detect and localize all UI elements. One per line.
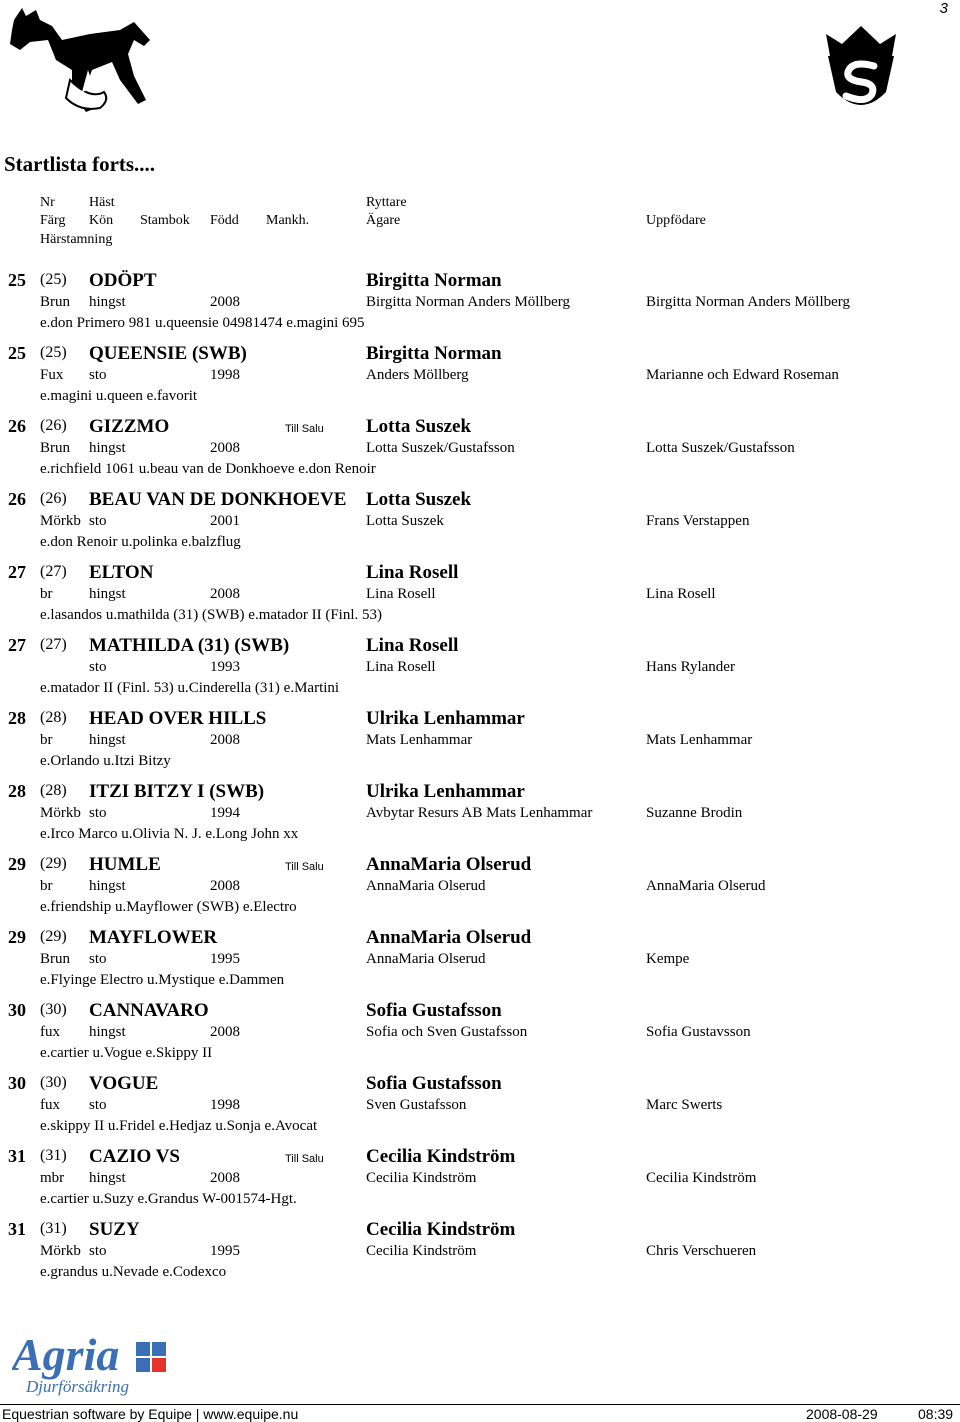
breeder: Mats Lenhammar [646, 732, 753, 748]
horse-color: Brun [40, 440, 70, 456]
owner: Lotta Suszek/Gustafsson [366, 440, 515, 456]
birth-year: 1994 [210, 805, 240, 821]
start-number: (28) [40, 782, 67, 799]
start-number: (26) [40, 490, 67, 507]
breeder: Birgitta Norman Anders Möllberg [646, 294, 851, 310]
horse-sex: sto [89, 1243, 107, 1259]
breeder: Sofia Gustavsson [646, 1024, 751, 1040]
entry-row [0, 1219, 960, 1292]
birth-year: 2008 [210, 586, 240, 602]
horse-logo [0, 0, 160, 125]
rider-name: Sofia Gustafsson [366, 1073, 502, 1094]
entry-number: 26 [8, 489, 26, 509]
header-farg: Färg [40, 213, 66, 228]
rider-name: Birgitta Norman [366, 270, 502, 291]
start-number: (27) [40, 563, 67, 580]
horse-name: CAZIO VS [89, 1146, 180, 1167]
header-mankh: Mankh. [266, 213, 310, 228]
entry-row [0, 781, 960, 854]
entry-number: 25 [8, 343, 26, 363]
agria-logo-text: Agria [12, 1329, 120, 1380]
horse-sex: sto [89, 367, 107, 383]
horse-sex: sto [89, 513, 107, 529]
start-number: (25) [40, 344, 67, 361]
birth-year: 1995 [210, 951, 240, 967]
entry-row [0, 562, 960, 635]
entry-number: 31 [8, 1146, 26, 1166]
entry-row [0, 708, 960, 781]
birth-year: 2008 [210, 1170, 240, 1186]
entry-number: 26 [8, 416, 26, 436]
horse-name: HEAD OVER HILLS [89, 708, 267, 729]
pedigree: e.lasandos u.mathilda (31) (SWB) e.matador II (Finl. 53) [40, 607, 382, 623]
horse-color: br [40, 878, 53, 894]
entry-number: 30 [8, 1000, 26, 1020]
pedigree: e.don Primero 981 u.queensie 04981474 e.magini 695 [40, 315, 365, 331]
entry-number: 27 [8, 562, 26, 582]
owner: AnnaMaria Olserud [366, 951, 486, 967]
rider-name: Cecilia Kindström [366, 1146, 516, 1167]
horse-name: ELTON [89, 562, 154, 583]
birth-year: 1998 [210, 367, 240, 383]
horse-color: fux [40, 1024, 60, 1040]
owner: Lina Rosell [366, 586, 436, 602]
owner: Mats Lenhammar [366, 732, 473, 748]
rider-name: Lotta Suszek [366, 489, 472, 510]
entry-number: 31 [8, 1219, 26, 1239]
pedigree: e.skippy II u.Fridel e.Hedjaz u.Sonja e.Avocat [40, 1118, 318, 1134]
start-number: (31) [40, 1220, 67, 1237]
for-sale-label: Till Salu [285, 861, 324, 873]
rider-name: Lina Rosell [366, 562, 459, 583]
entry-number: 28 [8, 781, 26, 801]
page-title: Startlista forts.... [4, 152, 156, 176]
entry-row [0, 854, 960, 927]
rider-name: AnnaMaria Olserud [366, 854, 532, 875]
owner: Lina Rosell [366, 659, 436, 675]
horse-name: CANNAVARO [89, 1000, 209, 1021]
pedigree: e.Orlando u.Itzi Bitzy [40, 753, 171, 769]
entry-row [0, 1073, 960, 1146]
header-hast: Häst [89, 195, 115, 210]
birth-year: 2008 [210, 732, 240, 748]
start-number: (27) [40, 636, 67, 653]
pedigree: e.Flyinge Electro u.Mystique e.Dammen [40, 972, 285, 988]
breeder: Chris Verschueren [646, 1243, 757, 1259]
birth-year: 2008 [210, 294, 240, 310]
header-agare: Ägare [366, 213, 401, 228]
horse-name: HUMLE [89, 854, 161, 875]
horse-color: Mörkb [40, 1243, 81, 1259]
horse-name: BEAU VAN DE DONKHOEVE [89, 489, 347, 510]
breeder: Marc Swerts [646, 1097, 723, 1113]
birth-year: 1993 [210, 659, 240, 675]
horse-color: Brun [40, 294, 70, 310]
pedigree: e.Irco Marco u.Olivia N. J. e.Long John xx [40, 826, 299, 842]
owner: Sven Gustafsson [366, 1097, 467, 1113]
start-number: (28) [40, 709, 67, 726]
breeder: Lina Rosell [646, 586, 716, 602]
pedigree: e.cartier u.Vogue e.Skippy II [40, 1045, 213, 1061]
rider-name: Sofia Gustafsson [366, 1000, 502, 1021]
breeder: Marianne och Edward Roseman [646, 367, 839, 383]
horse-name: ODÖPT [89, 270, 157, 291]
horse-color: fux [40, 1097, 60, 1113]
header-harstamning: Härstamning [40, 232, 113, 247]
header-ryttare: Ryttare [366, 195, 407, 210]
horse-name: GIZZMO [89, 416, 170, 437]
owner: Cecilia Kindström [366, 1170, 477, 1186]
horse-color: Brun [40, 951, 70, 967]
horse-sex: hingst [89, 586, 126, 602]
page-number: 3 [939, 0, 948, 17]
breeder: Kempe [646, 951, 690, 967]
horse-name: SUZY [89, 1219, 140, 1240]
horse-sex: hingst [89, 1170, 126, 1186]
for-sale-label: Till Salu [285, 423, 324, 435]
header-stambok: Stambok [140, 213, 190, 228]
horse-color: Mörkb [40, 513, 81, 529]
horse-sex: sto [89, 805, 107, 821]
entry-row [0, 416, 960, 489]
rider-name: Lotta Suszek [366, 416, 472, 437]
entry-list [0, 270, 960, 1292]
entry-number: 25 [8, 270, 26, 290]
for-sale-label: Till Salu [285, 1153, 324, 1165]
horse-name: MAYFLOWER [89, 927, 218, 948]
start-number: (30) [40, 1074, 67, 1091]
horse-name: VOGUE [89, 1073, 159, 1094]
birth-year: 2008 [210, 1024, 240, 1040]
rider-name: AnnaMaria Olserud [366, 927, 532, 948]
horse-color: mbr [40, 1170, 65, 1186]
rider-name: Cecilia Kindström [366, 1219, 516, 1240]
pedigree: e.don Renoir u.polinka e.balzflug [40, 534, 241, 550]
horse-name: ITZI BITZY I (SWB) [89, 781, 265, 802]
horse-sex: sto [89, 1097, 107, 1113]
horse-name: MATHILDA (31) (SWB) [89, 635, 290, 656]
pedigree: e.matador II (Finl. 53) u.Cinderella (31) e.Martini [40, 680, 340, 696]
pedigree: e.magini u.queen e.favorit [40, 388, 198, 404]
entry-number: 28 [8, 708, 26, 728]
horse-color: Mörkb [40, 805, 81, 821]
breeder: Suzanne Brodin [646, 805, 743, 821]
entry-number: 27 [8, 635, 26, 655]
footer-date: 2008-08-29 [806, 1406, 878, 1422]
owner: Birgitta Norman Anders Möllberg [366, 294, 571, 310]
header-kon: Kön [89, 213, 114, 228]
breeder: Hans Rylander [646, 659, 735, 675]
footer-software: Equestrian software by Equipe | www.equipe.nu [2, 1406, 299, 1422]
owner: Anders Möllberg [366, 367, 469, 383]
owner: Sofia och Sven Gustafsson [366, 1024, 528, 1040]
entry-row [0, 343, 960, 416]
start-number: (29) [40, 855, 67, 872]
breeder: Cecilia Kindström [646, 1170, 757, 1186]
horse-sex: hingst [89, 294, 126, 310]
birth-year: 1995 [210, 1243, 240, 1259]
owner: Lotta Suszek [366, 513, 444, 529]
birth-year: 2008 [210, 878, 240, 894]
birth-year: 1998 [210, 1097, 240, 1113]
header-uppfodare: Uppfödare [646, 213, 706, 228]
horse-color: br [40, 732, 53, 748]
entry-row [0, 1000, 960, 1073]
rider-name: Ulrika Lenhammar [366, 708, 525, 729]
entry-row [0, 270, 960, 343]
entry-number: 30 [8, 1073, 26, 1093]
start-number: (26) [40, 417, 67, 434]
horse-color: Fux [40, 367, 64, 383]
pedigree: e.richfield 1061 u.beau van de Donkhoeve e.don Renoir [40, 461, 376, 477]
agria-logo [12, 1326, 172, 1403]
entry-row [0, 927, 960, 1000]
start-number: (31) [40, 1147, 67, 1164]
header-fodd: Född [210, 213, 239, 228]
pedigree: e.grandus u.Nevade e.Codexco [40, 1264, 227, 1280]
birth-year: 2008 [210, 440, 240, 456]
horse-sex: hingst [89, 878, 126, 894]
footer-time: 08:39 [918, 1406, 954, 1422]
owner: Avbytar Resurs AB Mats Lenhammar [366, 805, 593, 821]
owner: AnnaMaria Olserud [366, 878, 486, 894]
rider-name: Birgitta Norman [366, 343, 502, 364]
owner: Cecilia Kindström [366, 1243, 477, 1259]
birth-year: 2001 [210, 513, 240, 529]
start-number: (30) [40, 1001, 67, 1018]
sweden-crown-s-logo [822, 22, 900, 119]
horse-sex: hingst [89, 440, 126, 456]
horse-name: QUEENSIE (SWB) [89, 343, 247, 364]
horse-sex: sto [89, 659, 107, 675]
entry-row [0, 1146, 960, 1219]
horse-color: br [40, 586, 53, 602]
entry-row [0, 635, 960, 708]
pedigree: e.cartier u.Suzy e.Grandus W-001574-Hgt. [40, 1191, 297, 1207]
start-number: (29) [40, 928, 67, 945]
pedigree: e.friendship u.Mayflower (SWB) e.Electro [40, 899, 297, 915]
header-nr: Nr [40, 195, 55, 210]
entry-row [0, 489, 960, 562]
rider-name: Ulrika Lenhammar [366, 781, 525, 802]
agria-tagline: Djurförsäkring [26, 1377, 129, 1396]
start-number: (25) [40, 271, 67, 288]
rider-name: Lina Rosell [366, 635, 459, 656]
horse-sex: hingst [89, 1024, 126, 1040]
horse-sex: sto [89, 951, 107, 967]
breeder: Frans Verstappen [646, 513, 750, 529]
entry-number: 29 [8, 927, 26, 947]
entry-number: 29 [8, 854, 26, 874]
breeder: AnnaMaria Olserud [646, 878, 766, 894]
breeder: Lotta Suszek/Gustafsson [646, 440, 795, 456]
horse-sex: hingst [89, 732, 126, 748]
footer-divider [0, 1404, 960, 1405]
